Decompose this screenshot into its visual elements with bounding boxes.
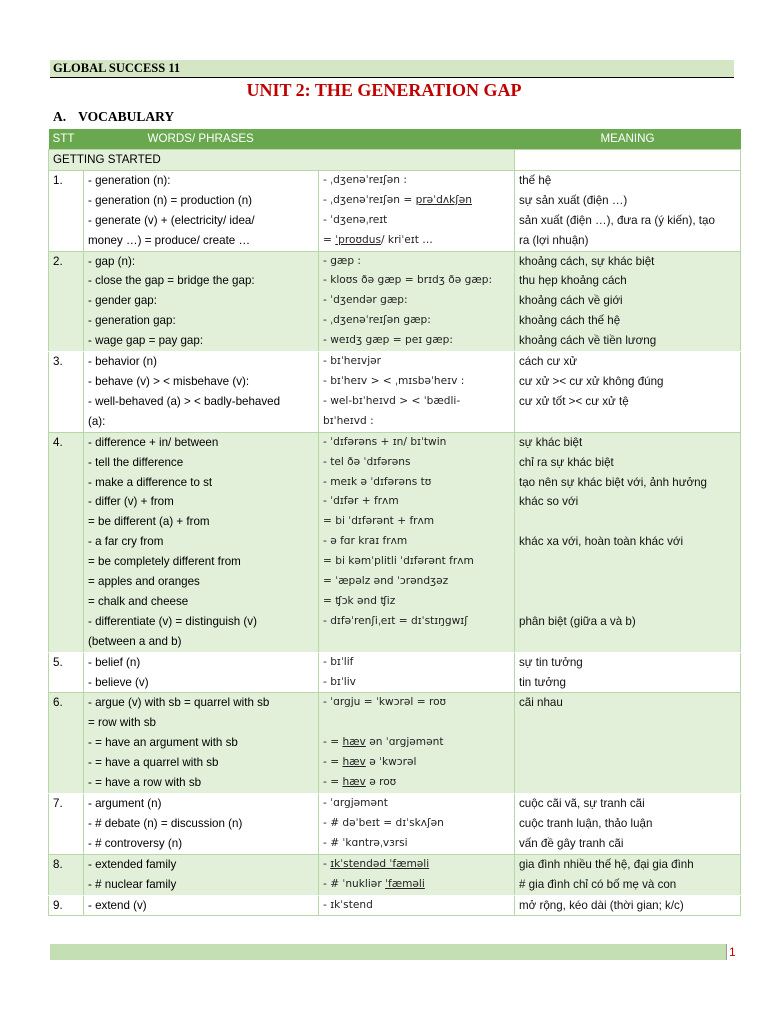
group-label: GETTING STARTED xyxy=(49,150,515,171)
meaning-line: mở rộng, kéo dài (thời gian; k/c) xyxy=(519,898,684,912)
meaning-line xyxy=(519,733,736,753)
ipa-line: - # dəˈbeɪt = dɪˈskʌʃən xyxy=(323,816,444,829)
header-stt: STT xyxy=(49,129,84,150)
page-number: 1 xyxy=(726,944,736,960)
pronunciation-cell xyxy=(319,432,515,652)
word-line: (a): xyxy=(88,414,106,428)
word-line: money …) = produce/ create … xyxy=(88,233,251,247)
row-number: 6. xyxy=(49,693,84,794)
words-cell xyxy=(84,352,319,433)
meaning-line: khoảng cách thế hệ xyxy=(519,314,621,328)
header-meaning: MEANING xyxy=(515,129,741,150)
row-number: 3. xyxy=(49,352,84,433)
table-row xyxy=(49,652,741,693)
pronunciation-cell xyxy=(319,251,515,352)
word-line: = apples and oranges xyxy=(88,575,200,589)
ipa-line: - ˌdʒenəˈreɪʃən = prəˈdʌkʃən xyxy=(323,193,473,206)
group-row xyxy=(49,150,741,171)
meaning-cell xyxy=(515,251,741,352)
ipa-line xyxy=(323,632,510,652)
meaning-line: sự sản xuất (điện …) xyxy=(519,193,628,207)
word-line: - well-behaved (a) > < badly-behaved xyxy=(88,394,281,408)
word-line: - belief (n) xyxy=(88,655,141,669)
word-line: - generation gap: xyxy=(88,314,176,328)
word-line: - differ (v) + from xyxy=(88,495,174,509)
meaning-line xyxy=(519,632,736,652)
group-blank xyxy=(515,150,741,171)
ipa-line: - kloʊs ðə gæp = brɪdʒ ðə gæp: xyxy=(323,274,493,287)
ipa-line: = ˈæpəlz ənd ˈɔrəndʒəz xyxy=(323,575,449,588)
meaning-line: gia đình nhiều thế hệ, đại gia đình xyxy=(519,857,694,871)
words-cell xyxy=(84,895,319,916)
word-line: - = have a row with sb xyxy=(88,776,202,790)
meaning-line: khoảng cách về tiền lương xyxy=(519,334,657,348)
header-words-label: WORDS/ PHRASES xyxy=(147,132,254,145)
words-cell xyxy=(84,652,319,693)
table-row xyxy=(49,854,741,895)
book-title: GLOBAL SUCCESS 11 xyxy=(53,61,181,75)
meaning-cell xyxy=(515,432,741,652)
ipa-line: - weɪdʒ gæp = peɪ gæp: xyxy=(323,334,453,347)
table-row xyxy=(49,794,741,855)
underlined-ipa: ˈfæməli xyxy=(385,877,425,890)
meaning-line xyxy=(519,572,736,592)
meaning-line: cư xử >< cư xử không đúng xyxy=(519,374,664,388)
ipa-line: - ˈdɪfər + frʌm xyxy=(323,495,399,508)
ipa-line: - ˌdʒenəˈreɪʃən : xyxy=(323,173,407,186)
pronunciation-cell xyxy=(319,794,515,855)
ipa-line: = bi kəmˈplitli ˈdɪfərənt frʌm xyxy=(323,555,474,568)
meaning-line: sản xuất (điện …), đưa ra (ý kiến), tạo xyxy=(519,213,715,227)
ipa-line: - ˈdʒendər gæp: xyxy=(323,294,408,307)
word-line: = row with sb xyxy=(88,716,156,730)
ipa-line: - tel ðə ˈdɪfərəns xyxy=(323,455,411,468)
words-cell xyxy=(84,693,319,794)
row-number: 2. xyxy=(49,251,84,352)
ipa-line xyxy=(323,713,510,733)
pronunciation-cell xyxy=(319,170,515,251)
ipa-line: - bɪˈheɪv > < ˌmɪsbəˈheɪv : xyxy=(323,374,465,387)
word-line: - = have an argument with sb xyxy=(88,736,238,750)
meaning-cell xyxy=(515,693,741,794)
page-title: UNIT 2: THE GENERATION GAP xyxy=(246,80,522,100)
meaning-line: cãi nhau xyxy=(519,696,563,710)
meaning-cell xyxy=(515,652,741,693)
section-heading xyxy=(53,109,174,125)
ipa-line: = ʧɔk ənd ʧiz xyxy=(323,594,396,607)
meaning-line xyxy=(519,713,736,733)
meaning-line: tạo nên sự khác biệt với, ảnh hưởng xyxy=(519,475,707,489)
footer-bar xyxy=(50,944,726,960)
table-row xyxy=(49,895,741,916)
word-line: - difference + in/ between xyxy=(88,435,219,449)
meaning-line: # gia đình chỉ có bố mẹ và con xyxy=(519,877,677,891)
ipa-line: - wel-bɪˈheɪvd > < ˈbædli- xyxy=(323,394,461,407)
meaning-line xyxy=(519,753,736,773)
words-cell xyxy=(84,170,319,251)
ipa-line: - ˈdɪfərəns + ɪn/ bɪˈtwin xyxy=(323,435,447,448)
words-cell xyxy=(84,854,319,895)
word-line: - gender gap: xyxy=(88,294,157,308)
ipa-line: - bɪˈliv xyxy=(323,675,356,688)
ipa-line: - ɪkˈstend xyxy=(323,898,373,911)
row-number: 4. xyxy=(49,432,84,652)
meaning-line: vấn đề gây tranh cãi xyxy=(519,836,624,850)
word-line: - make a difference to st xyxy=(88,475,213,489)
meaning-line xyxy=(519,552,736,572)
meaning-line: sự tin tưởng xyxy=(519,655,583,669)
word-line: = be different (a) + from xyxy=(88,515,210,529)
header-bar xyxy=(50,60,734,78)
word-line: - # debate (n) = discussion (n) xyxy=(88,816,243,830)
words-cell xyxy=(84,794,319,855)
row-number: 1. xyxy=(49,170,84,251)
underlined-ipa: prəˈdʌkʃən xyxy=(415,193,473,206)
header-words xyxy=(84,129,319,150)
row-number: 5. xyxy=(49,652,84,693)
section-letter: A. xyxy=(53,109,67,124)
table-row xyxy=(49,170,741,251)
underlined-ipa: ɪkˈstendəd ˈfæməli xyxy=(330,857,430,870)
word-line: - argument (n) xyxy=(88,797,162,810)
pronunciation-cell xyxy=(319,352,515,433)
word-line: - behave (v) > < misbehave (v): xyxy=(88,374,250,388)
ipa-line: = ˈproʊdus/ kriˈeɪt … xyxy=(323,233,433,246)
underlined-ipa: ˈproʊdus xyxy=(335,233,381,246)
ipa-line: - ˈɑrgju = ˈkwɔrəl = roʊ xyxy=(323,696,447,709)
row-number: 8. xyxy=(49,854,84,895)
pronunciation-cell xyxy=(319,652,515,693)
meaning-line: cuộc tranh luận, thảo luận xyxy=(519,816,653,830)
meaning-line xyxy=(519,412,736,432)
ipa-line: - # ˈkɑntrəˌvɜrsi xyxy=(323,836,408,849)
word-line: - tell the difference xyxy=(88,455,184,469)
word-line: - believe (v) xyxy=(88,675,149,689)
ipa-line: - bɪˈlif xyxy=(323,655,354,668)
word-line: - close the gap = bridge the gap: xyxy=(88,274,255,288)
meaning-line: khác so với xyxy=(519,495,579,509)
word-line: - extended family xyxy=(88,857,177,871)
ipa-line: - ə fɑr kraɪ frʌm xyxy=(323,535,408,548)
ipa-line: - dɪfəˈrenʃiˌeɪt = dɪˈstɪŋgwɪʃ xyxy=(323,614,468,627)
word-line: = chalk and cheese xyxy=(88,594,189,608)
table-row xyxy=(49,693,741,794)
meaning-cell xyxy=(515,794,741,855)
ipa-line: - bɪˈheɪvjər xyxy=(323,355,382,368)
meaning-line: khoảng cách về giới xyxy=(519,294,623,308)
word-line: - differentiate (v) = distinguish (v) xyxy=(88,614,257,628)
meaning-line: tin tưởng xyxy=(519,675,566,689)
ipa-line: - # ˈnukliər ˈfæməli xyxy=(323,877,425,890)
words-cell xyxy=(84,251,319,352)
ipa-line: - = hæv ə roʊ xyxy=(323,776,397,789)
word-line: - # controversy (n) xyxy=(88,836,183,850)
meaning-cell xyxy=(515,170,741,251)
row-number: 7. xyxy=(49,794,84,855)
meaning-line xyxy=(519,512,736,532)
word-line: - generation (n): xyxy=(88,173,171,187)
table-row xyxy=(49,251,741,352)
table-row xyxy=(49,352,741,433)
word-line: = be completely different from xyxy=(88,555,241,569)
meaning-line: cư xử tốt >< cư xử tệ xyxy=(519,394,629,408)
word-line: - generation (n) = production (n) xyxy=(88,193,253,207)
underlined-ipa: hæv xyxy=(342,776,366,789)
meaning-line: khoảng cách, sự khác biệt xyxy=(519,254,655,268)
word-line: - behavior (n) xyxy=(88,355,157,369)
word-line: - # nuclear family xyxy=(88,877,177,891)
underlined-ipa: hæv xyxy=(342,756,366,769)
ipa-line: - ˈdʒenəˌreɪt xyxy=(323,213,388,226)
ipa-line: - = hæv ə ˈkwɔrəl xyxy=(323,756,417,769)
ipa-line: - meɪk ə ˈdɪfərəns tʊ xyxy=(323,475,432,488)
meaning-line: thế hệ xyxy=(519,173,552,187)
pronunciation-cell xyxy=(319,693,515,794)
vocabulary-table xyxy=(48,129,741,916)
underlined-ipa: hæv xyxy=(342,736,366,749)
word-line: - wage gap = pay gap: xyxy=(88,334,204,348)
meaning-line: chỉ ra sự khác biệt xyxy=(519,455,614,469)
pronunciation-cell xyxy=(319,895,515,916)
meaning-line: phân biệt (giữa a và b) xyxy=(519,614,636,628)
meaning-line: khác xa với, hoàn toàn khác với xyxy=(519,535,684,549)
header-ipa xyxy=(319,129,515,150)
meaning-line: ra (lợi nhuận) xyxy=(519,233,589,247)
word-line: - generate (v) + (electricity/ idea/ xyxy=(88,213,255,227)
word-line: - argue (v) with sb = quarrel with sb xyxy=(88,696,270,710)
meaning-line: cuộc cãi vã, sự tranh cãi xyxy=(519,797,645,810)
ipa-line: = bi ˈdɪfərənt + frʌm xyxy=(323,515,435,528)
meaning-line xyxy=(519,773,736,793)
word-line: - = have a quarrel with sb xyxy=(88,756,219,770)
section-title: VOCABULARY xyxy=(78,109,175,124)
ipa-line: - ˈɑrgjəmənt xyxy=(323,797,388,809)
pronunciation-cell xyxy=(319,854,515,895)
meaning-line xyxy=(519,592,736,612)
ipa-line: - = hæv ən ˈɑrgjəmənt xyxy=(323,736,444,749)
meaning-cell xyxy=(515,895,741,916)
meaning-cell xyxy=(515,854,741,895)
ipa-line: - ˌdʒenəˈreɪʃən gæp: xyxy=(323,314,431,327)
row-number: 9. xyxy=(49,895,84,916)
word-line: (between a and b) xyxy=(88,634,182,648)
word-line: - gap (n): xyxy=(88,254,136,268)
meaning-line: thu hẹp khoảng cách xyxy=(519,274,627,288)
ipa-line: - ɪkˈstendəd ˈfæməli xyxy=(323,857,430,870)
meaning-cell xyxy=(515,352,741,433)
vocabulary-body xyxy=(49,150,741,916)
meaning-line: cách cư xử xyxy=(519,355,578,369)
ipa-line: bɪˈheɪvd : xyxy=(323,414,374,427)
meaning-line: sự khác biệt xyxy=(519,435,583,449)
table-header-row xyxy=(49,129,741,150)
words-cell xyxy=(84,432,319,652)
word-line: - extend (v) xyxy=(88,898,147,912)
word-line: - a far cry from xyxy=(88,535,164,549)
table-row xyxy=(49,432,741,652)
ipa-line: - gæp : xyxy=(323,254,361,267)
